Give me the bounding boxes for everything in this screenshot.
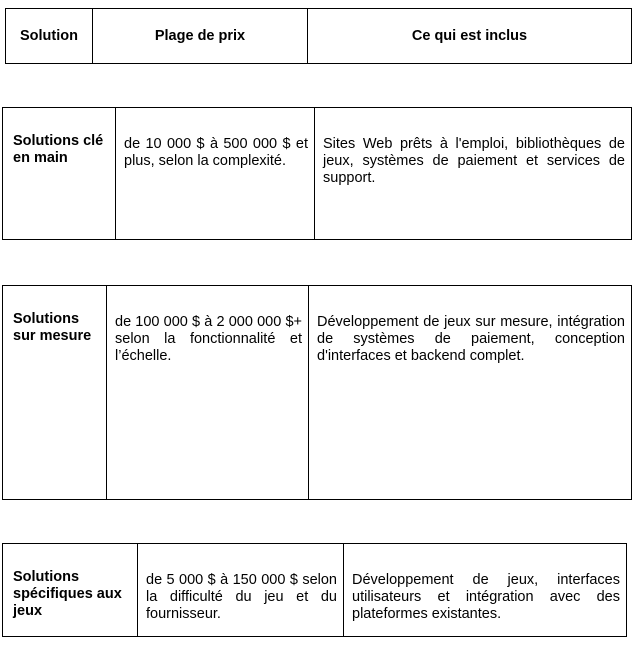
solution-name: Solutions clé en main bbox=[13, 133, 104, 166]
header-table bbox=[5, 8, 632, 64]
solution-name: Solutions spécifiques aux jeux bbox=[13, 569, 122, 619]
header-included: Ce qui est inclus bbox=[307, 9, 631, 63]
header-solution: Solution bbox=[20, 27, 78, 44]
row-game-specific bbox=[2, 543, 627, 637]
row-custom bbox=[2, 285, 632, 500]
row-turnkey bbox=[2, 107, 632, 240]
included-features: Sites Web prêts à l'emploi, bibliothèques de jeux, systèmes de paiement et services de support. bbox=[314, 108, 631, 239]
solution-name: Solutions sur mesure bbox=[13, 311, 92, 344]
included-features: Développement de jeux, interfaces utilisateurs et intégration avec des plateformes existantes. bbox=[343, 544, 626, 636]
header-price-range: Plage de prix bbox=[92, 9, 307, 63]
price-range: de 100 000 $ à 2 000 000 $+ selon la fonctionnalité et l’échelle. bbox=[106, 286, 308, 499]
price-range: de 5 000 $ à 150 000 $ selon la difficulté du jeu et du fournisseur. bbox=[137, 544, 343, 636]
price-range: de 10 000 $ à 500 000 $ et plus, selon la complexité. bbox=[115, 108, 314, 239]
included-features: Développement de jeux sur mesure, intégration de systèmes de paiement, conception d'interfaces et backend complet. bbox=[308, 286, 631, 499]
